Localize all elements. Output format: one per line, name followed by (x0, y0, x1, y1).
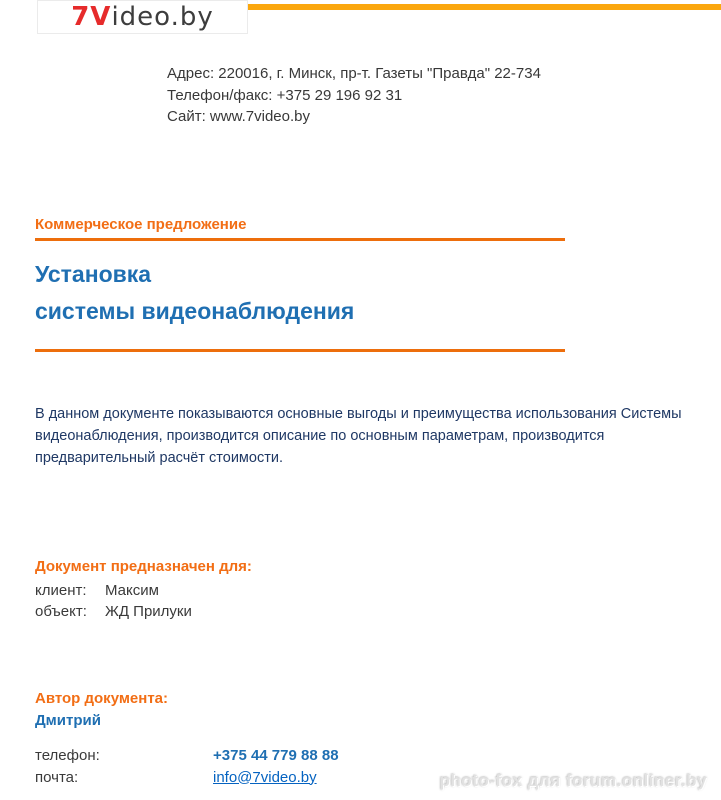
document-title (35, 256, 354, 330)
author-phone-row (35, 745, 339, 767)
object-label: объект: (35, 603, 87, 620)
author-contact-rows (35, 745, 339, 788)
recipient-heading: Документ предназначен для: (35, 558, 252, 575)
company-phone-fax: Телефон/факс: +375 29 196 92 31 (167, 86, 403, 104)
document-title-line2: системы видеонаблюдения (35, 298, 355, 324)
author-section (35, 690, 168, 729)
object-value: ЖД Прилуки (105, 603, 192, 620)
intro-paragraph: В данном документе показываются основные выгоды и преимущества использования Системы видеонаблюдения, производится описание по основным параметрам, производится предварительный расчёт стоимости. (35, 406, 682, 466)
watermark: photo-fox для forum.onliner.by (439, 771, 707, 790)
client-value: Максим (105, 582, 159, 599)
company-address: Адрес: 220016, г. Минск, пр-т. Газеты "Правда" 22-734 (167, 65, 541, 82)
author-email-link[interactable]: info@7video.by (213, 768, 317, 786)
header-rule (248, 4, 721, 10)
author-email-label: почта: (35, 768, 79, 786)
object-row (35, 601, 252, 622)
client-label: клиент: (35, 582, 87, 599)
author-phone-value: +375 44 779 88 88 (213, 747, 339, 764)
logo-suffix: ideo.by (111, 2, 214, 32)
title-rule (35, 349, 565, 352)
document-title-line1: Установка (35, 261, 152, 287)
logo-prefix: 7V (71, 2, 112, 32)
client-row (35, 580, 252, 601)
company-logo (37, 0, 248, 34)
author-heading: Автор документа: (35, 690, 169, 707)
company-site: Сайт: www.7video.by (167, 108, 310, 126)
author-phone-label: телефон: (35, 747, 100, 764)
section-heading-commercial-offer: Коммерческое предложение (35, 216, 565, 241)
recipient-section (35, 558, 252, 622)
author-email-row (35, 767, 339, 789)
author-name: Дмитрий (35, 712, 101, 729)
company-contact-block (167, 63, 541, 128)
